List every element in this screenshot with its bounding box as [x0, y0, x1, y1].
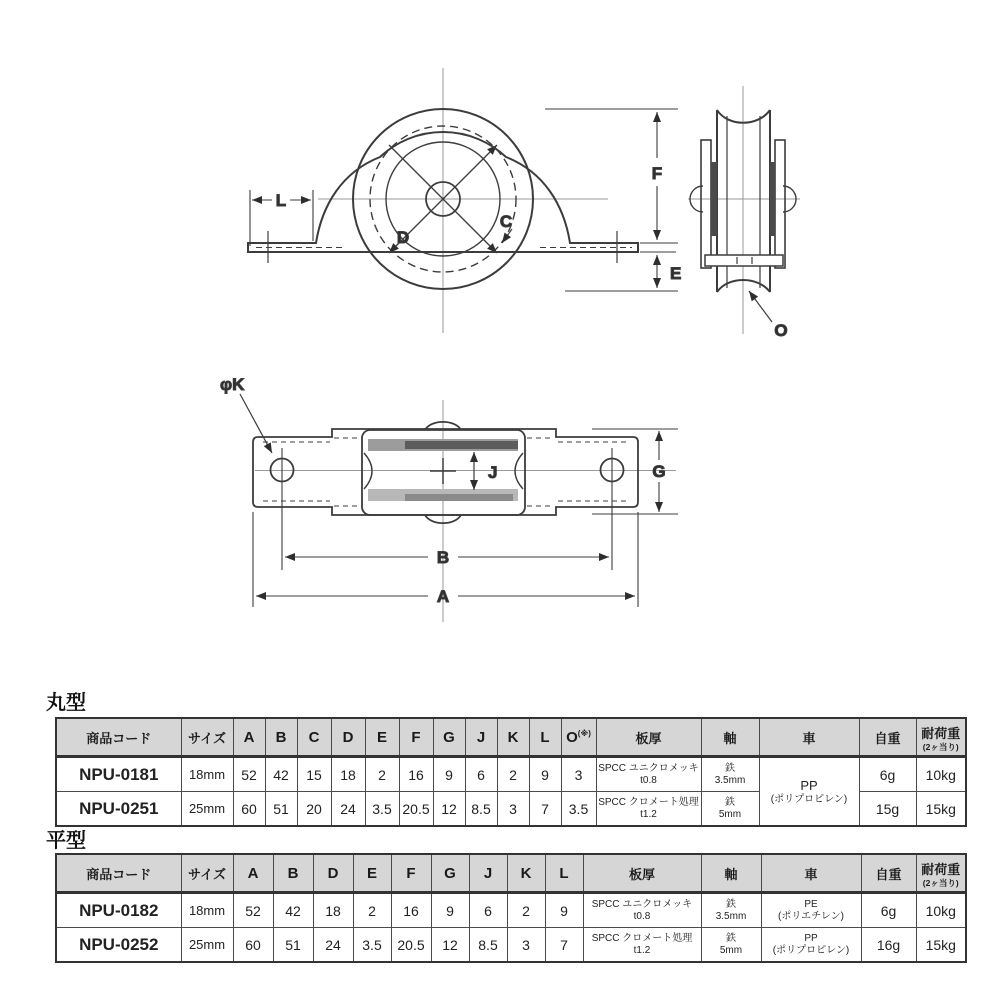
weight-value: 6g: [861, 893, 916, 928]
dim-label-g: G: [652, 462, 666, 481]
col-header-wheel: 車: [761, 854, 861, 893]
col-header-a: A: [233, 854, 273, 893]
col-header-size: サイズ: [181, 854, 233, 893]
dim-g: 12: [433, 792, 465, 827]
product-code: NPU-0251: [56, 792, 181, 827]
wheel-material: PP (ポリプロピレン): [761, 928, 861, 963]
flat-header-row: [56, 854, 966, 893]
wheel-material-merged: PP (ポリプロピレン): [759, 757, 859, 827]
dim-k: 3: [507, 928, 545, 963]
col-header-d: D: [331, 718, 365, 757]
dim-b: 51: [273, 928, 313, 963]
dim-j: 6: [465, 757, 497, 792]
dim-a: 60: [233, 928, 273, 963]
table-row: [56, 928, 966, 963]
section-title-round: 丸型: [46, 692, 86, 714]
hatch-right: [770, 162, 775, 236]
col-header-e: E: [365, 718, 399, 757]
dim-b: 51: [265, 792, 297, 827]
dim-j: 8.5: [469, 928, 507, 963]
col-header-product-code: 商品コード: [56, 854, 181, 893]
dim-f-e: [545, 109, 678, 291]
col-header-b: B: [273, 854, 313, 893]
dim-l: 7: [529, 792, 561, 827]
col-header-k: K: [507, 854, 545, 893]
col-header-product-code: 商品コード: [56, 718, 181, 757]
dim-label-a: A: [436, 587, 450, 606]
thickness-value: SPCC ユニクロメッキ t0.8: [583, 893, 701, 928]
round-type-spec-table: [55, 717, 967, 827]
wheel-material: PE (ポリエチレン): [761, 893, 861, 928]
col-header-thickness: 板厚: [596, 718, 701, 757]
dim-l: 9: [529, 757, 561, 792]
phik-leader-arrow: [240, 394, 272, 453]
wheel-band-top-dark: [405, 441, 518, 449]
product-code: NPU-0181: [56, 757, 181, 792]
dim-l: 9: [545, 893, 583, 928]
thickness-value: SPCC クロメート処理 t1.2: [596, 792, 701, 827]
weight-value: 6g: [859, 757, 916, 792]
dim-a: 60: [233, 792, 265, 827]
weight-value: 16g: [861, 928, 916, 963]
dim-e: 3.5: [365, 792, 399, 827]
dim-d: 18: [331, 757, 365, 792]
col-header-thickness: 板厚: [583, 854, 701, 893]
dim-g: 9: [431, 893, 469, 928]
side-plate-right: [775, 140, 785, 268]
retainer-bar: [705, 255, 783, 266]
dim-label-j: J: [488, 463, 498, 482]
c-leader-arrow: [502, 229, 512, 243]
flat-type-spec-table: [55, 853, 967, 963]
dim-k: 2: [507, 893, 545, 928]
col-header-weight: 自重: [859, 718, 916, 757]
col-header-c: C: [297, 718, 331, 757]
dim-j: 8.5: [465, 792, 497, 827]
axle-value: 鉄 5mm: [701, 928, 761, 963]
weight-value: 15g: [859, 792, 916, 827]
dim-label-o: O: [774, 321, 788, 340]
load-value: 10kg: [916, 757, 966, 792]
col-header-l: L: [545, 854, 583, 893]
dim-label-d: D: [396, 228, 410, 247]
col-header-g: G: [433, 718, 465, 757]
dim-c: 20: [297, 792, 331, 827]
col-header-b: B: [265, 718, 297, 757]
table-row: [56, 757, 966, 792]
thickness-value: SPCC ユニクロメッキ t0.8: [596, 757, 701, 792]
product-code: NPU-0252: [56, 928, 181, 963]
dim-g: 9: [433, 757, 465, 792]
dim-k: 3: [497, 792, 529, 827]
dim-b: 42: [265, 757, 297, 792]
col-header-size: サイズ: [181, 718, 233, 757]
col-header-d: D: [313, 854, 353, 893]
dim-d: 24: [313, 928, 353, 963]
dim-g: 12: [431, 928, 469, 963]
load-value: 10kg: [916, 893, 966, 928]
dim-a: 52: [233, 757, 265, 792]
load-value: 15kg: [916, 792, 966, 827]
table-row: [56, 893, 966, 928]
product-code: NPU-0182: [56, 893, 181, 928]
col-header-axle: 軸: [701, 718, 759, 757]
dim-e: 3.5: [353, 928, 391, 963]
col-header-a: A: [233, 718, 265, 757]
col-header-e: E: [353, 854, 391, 893]
front-view-drawing: [248, 68, 681, 333]
bottom-view-drawing: [220, 375, 678, 622]
dim-o: 3: [561, 757, 596, 792]
round-header-row: [56, 718, 966, 757]
dim-o: 3.5: [561, 792, 596, 827]
dim-label-phik: φK: [220, 375, 245, 394]
col-header-o: O(※): [561, 718, 596, 757]
section-title-flat: 平型: [46, 830, 86, 852]
dim-d: 18: [313, 893, 353, 928]
size-value: 18mm: [181, 893, 233, 928]
o-leader-arrow: [749, 291, 772, 322]
axle-value: 鉄 3.5mm: [701, 757, 759, 792]
dim-b: 42: [273, 893, 313, 928]
col-header-j: J: [469, 854, 507, 893]
col-header-weight: 自重: [861, 854, 916, 893]
col-header-load: 耐荷重 (2ヶ当り): [916, 718, 966, 757]
dim-label-f: F: [651, 164, 663, 183]
axle-value: 鉄 3.5mm: [701, 893, 761, 928]
thickness-value: SPCC クロメート処理 t1.2: [583, 928, 701, 963]
col-header-axle: 軸: [701, 854, 761, 893]
dim-e: 2: [353, 893, 391, 928]
axle-value: 鉄 5mm: [701, 792, 759, 827]
front-view-centerlines: [318, 68, 608, 333]
col-header-k: K: [497, 718, 529, 757]
dim-j: 6: [469, 893, 507, 928]
col-header-l: L: [529, 718, 561, 757]
size-value: 18mm: [181, 757, 233, 792]
dim-f: 16: [399, 757, 433, 792]
dim-l: 7: [545, 928, 583, 963]
side-view-drawing: [688, 86, 800, 340]
dim-f: 20.5: [399, 792, 433, 827]
dim-c: 15: [297, 757, 331, 792]
col-header-load: 耐荷重 (2ヶ当り): [916, 854, 966, 893]
dim-label-e: E: [670, 264, 682, 283]
dim-label-c: C: [499, 212, 513, 231]
hatch-left: [711, 162, 717, 236]
dim-f: 20.5: [391, 928, 431, 963]
wheel-band-bottom-dark: [405, 494, 513, 501]
col-header-wheel: 車: [759, 718, 859, 757]
dim-f: 16: [391, 893, 431, 928]
dim-label-b: B: [436, 548, 450, 567]
dim-label-l: L: [275, 191, 287, 210]
bottom-view-centerlines: [255, 400, 676, 622]
size-value: 25mm: [181, 792, 233, 827]
dim-d: 24: [331, 792, 365, 827]
col-header-f: F: [399, 718, 433, 757]
side-plate-left: [701, 140, 711, 268]
dim-e: 2: [365, 757, 399, 792]
col-header-j: J: [465, 718, 497, 757]
col-header-g: G: [431, 854, 469, 893]
col-header-f: F: [391, 854, 431, 893]
dim-k: 2: [497, 757, 529, 792]
load-value: 15kg: [916, 928, 966, 963]
dim-a: 52: [233, 893, 273, 928]
size-value: 25mm: [181, 928, 233, 963]
